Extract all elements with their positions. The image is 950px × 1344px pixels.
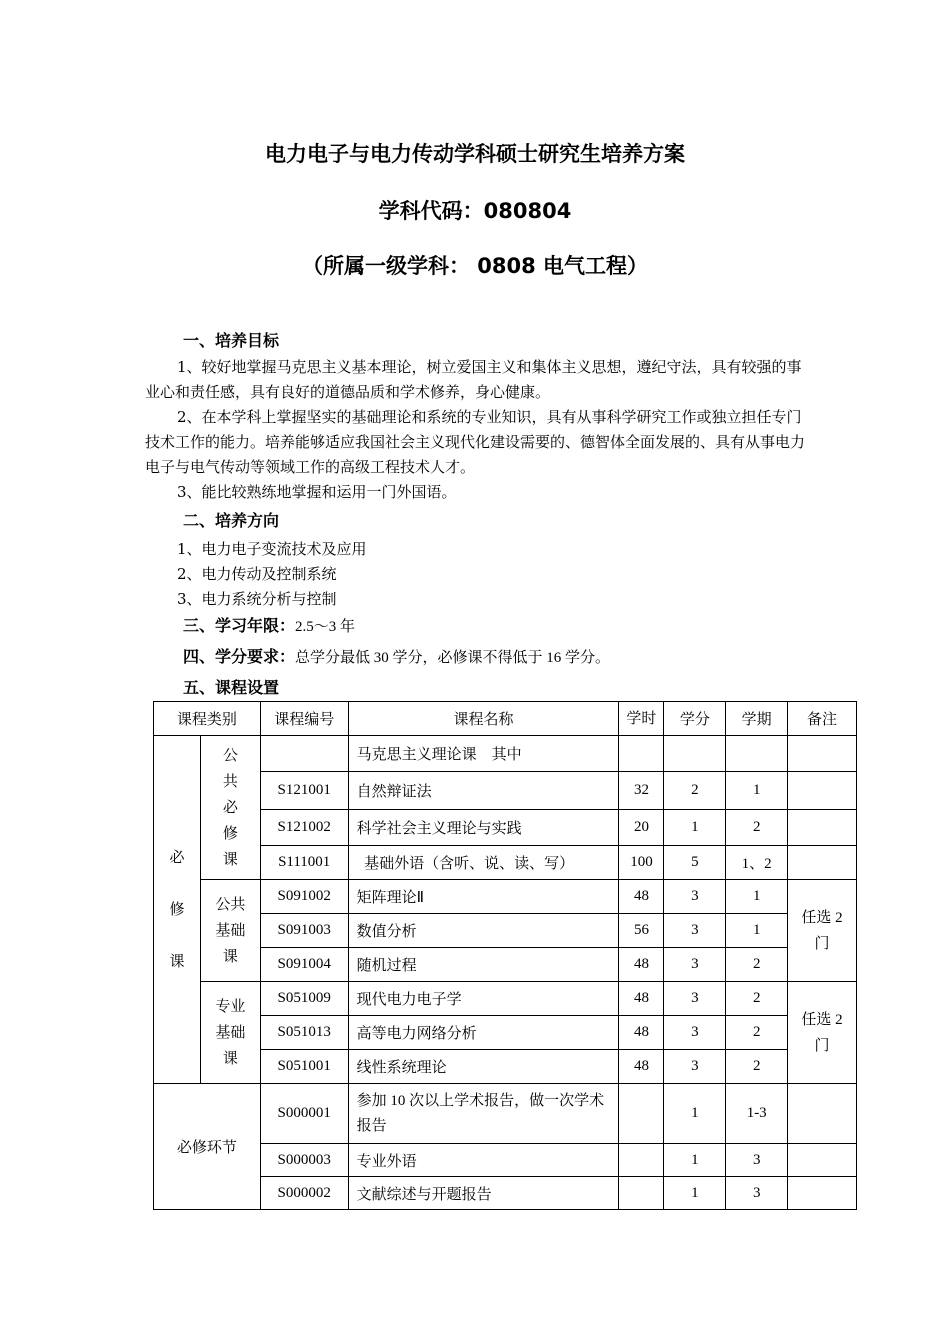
course-term [726, 736, 788, 772]
section-study-period: 三、学习年限：2.5～3 年 [183, 616, 356, 635]
course-term: 2 [726, 1050, 788, 1084]
course-hours: 48 [619, 880, 664, 914]
category-required-links: 必修环节 [154, 1084, 261, 1210]
header-code: 课程编号 [260, 702, 348, 736]
course-credits: 1 [664, 1144, 726, 1177]
course-hours: 48 [619, 1050, 664, 1084]
header-term: 学期 [726, 702, 788, 736]
course-name: 基础外语（含听、说、读、写） [348, 846, 619, 880]
course-note [788, 1144, 857, 1177]
course-note [788, 1177, 857, 1210]
course-hours: 20 [619, 810, 664, 846]
header-credits: 学分 [664, 702, 726, 736]
course-name: 数值分析 [348, 914, 619, 948]
course-name: 参加 10 次以上学术报告，做一次学术报告 [348, 1084, 619, 1144]
goal-paragraph-2: 2、在本学科上掌握坚实的基础理论和系统的专业知识，具有从事科学研究工作或独立担任专门技术工作的能力。培养能够适应我国社会主义现代化建设需要的、德智体全面发展的、具有从事电力电子与电气传动等领域工作的高级工程技术人才。 [145, 408, 806, 476]
study-period-value: 2.5～3 年 [295, 619, 356, 635]
course-credits: 1 [664, 810, 726, 846]
subcategory-public-required: 公 共 必 修 课 [200, 736, 260, 880]
course-hours [619, 1084, 664, 1144]
parent-discipline: （所属一级学科： 0808 电气工程） [301, 254, 649, 278]
course-code: S000003 [260, 1144, 348, 1177]
course-hours: 100 [619, 846, 664, 880]
course-term: 3 [726, 1177, 788, 1210]
table-header-row [154, 702, 857, 736]
direction-item: 3、电力系统分析与控制 [177, 590, 337, 608]
course-code: S051001 [260, 1050, 348, 1084]
course-credits: 3 [664, 1050, 726, 1084]
course-term: 1 [726, 914, 788, 948]
course-credits: 3 [664, 948, 726, 982]
course-note [788, 810, 857, 846]
section-heading-directions: 二、培养方向 [183, 511, 280, 530]
course-name: 高等电力网络分析 [348, 1016, 619, 1050]
goal-paragraph-3: 3、能比较熟练地掌握和运用一门外国语。 [177, 483, 457, 501]
section-credit-requirements: 四、学分要求：总学分最低 30 学分，必修课不得低于 16 学分。 [183, 647, 611, 666]
table-row [154, 982, 857, 1016]
course-term: 3 [726, 1144, 788, 1177]
course-code: S051009 [260, 982, 348, 1016]
table-row [154, 1084, 857, 1144]
course-credits [664, 736, 726, 772]
course-code [260, 736, 348, 772]
section-heading-courses: 五、课程设置 [183, 678, 280, 697]
course-note [788, 846, 857, 880]
course-credits: 3 [664, 982, 726, 1016]
course-hours [619, 1177, 664, 1210]
goal-paragraph-1: 1、较好地掌握马克思主义基本理论，树立爱国主义和集体主义思想，遵纪守法，具有较强的事业心和责任感，具有良好的道德品质和学术修养，身心健康。 [145, 358, 802, 401]
course-note-elective: 任选 2 门 [788, 880, 857, 982]
course-term: 1 [726, 772, 788, 810]
course-name: 马克思主义理论课 其中 [348, 736, 619, 772]
course-hours [619, 736, 664, 772]
course-credits: 2 [664, 772, 726, 810]
course-code: S000001 [260, 1084, 348, 1144]
header-notes: 备注 [788, 702, 857, 736]
section-heading-goals: 一、培养目标 [183, 331, 280, 350]
course-term: 1 [726, 880, 788, 914]
course-table [153, 701, 857, 1210]
subcategory-major-basic: 专业 基础 课 [200, 982, 260, 1084]
course-code: S091004 [260, 948, 348, 982]
course-code: S121001 [260, 772, 348, 810]
subject-code: 学科代码：080804 [378, 199, 572, 223]
course-code: S051013 [260, 1016, 348, 1050]
course-credits: 3 [664, 914, 726, 948]
subcategory-public-basic: 公共 基础 课 [200, 880, 260, 982]
course-code: S091003 [260, 914, 348, 948]
header-name: 课程名称 [348, 702, 619, 736]
course-name: 科学社会主义理论与实践 [348, 810, 619, 846]
header-hours: 学时 [619, 702, 664, 736]
course-credits: 5 [664, 846, 726, 880]
table-row [154, 736, 857, 772]
course-note [788, 772, 857, 810]
course-code: S121002 [260, 810, 348, 846]
course-credits: 1 [664, 1084, 726, 1144]
course-code: S000002 [260, 1177, 348, 1210]
direction-item: 2、电力传动及控制系统 [177, 565, 337, 583]
course-name: 矩阵理论Ⅱ [348, 880, 619, 914]
direction-item: 1、电力电子变流技术及应用 [177, 540, 367, 558]
course-hours: 32 [619, 772, 664, 810]
course-hours [619, 1144, 664, 1177]
table-row [154, 880, 857, 914]
course-name: 随机过程 [348, 948, 619, 982]
course-term: 2 [726, 982, 788, 1016]
credit-requirement-value: 总学分最低 30 学分，必修课不得低于 16 学分。 [295, 650, 611, 666]
course-name: 自然辩证法 [348, 772, 619, 810]
course-name: 线性系统理论 [348, 1050, 619, 1084]
course-hours: 48 [619, 948, 664, 982]
course-credits: 3 [664, 1016, 726, 1050]
course-hours: 56 [619, 914, 664, 948]
course-name: 现代电力电子学 [348, 982, 619, 1016]
document-title: 电力电子与电力传动学科硕士研究生培养方案 [265, 142, 685, 166]
course-term: 1-3 [726, 1084, 788, 1144]
course-note-elective: 任选 2 门 [788, 982, 857, 1084]
category-required: 必 修 课 [154, 736, 201, 1084]
course-code: S111001 [260, 846, 348, 880]
course-term: 2 [726, 948, 788, 982]
course-credits: 1 [664, 1177, 726, 1210]
course-term: 1、2 [726, 846, 788, 880]
course-hours: 48 [619, 1016, 664, 1050]
course-note [788, 1084, 857, 1144]
course-name: 专业外语 [348, 1144, 619, 1177]
course-name: 文献综述与开题报告 [348, 1177, 619, 1210]
course-credits: 3 [664, 880, 726, 914]
course-term: 2 [726, 810, 788, 846]
course-code: S091002 [260, 880, 348, 914]
course-term: 2 [726, 1016, 788, 1050]
course-hours: 48 [619, 982, 664, 1016]
header-category: 课程类别 [154, 702, 261, 736]
course-note [788, 736, 857, 772]
